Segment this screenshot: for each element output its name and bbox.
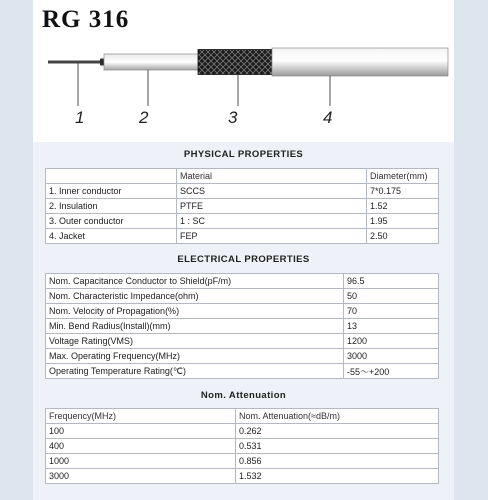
- property-cell: Min. Bend Radius(Install)(mm): [46, 319, 344, 334]
- table-row: [46, 184, 439, 199]
- property-cell: Nom. Characteristic Impedance(ohm): [46, 289, 344, 304]
- table-row: [46, 199, 439, 214]
- header-cell: Diameter(mm): [367, 169, 439, 184]
- value-cell: -55～+200: [344, 364, 439, 379]
- diameter-cell: 7*0.175: [367, 184, 439, 199]
- value-cell: 50: [344, 289, 439, 304]
- callout-3: 3: [228, 108, 238, 127]
- table-row: [46, 454, 439, 469]
- table-row: [46, 469, 439, 484]
- diameter-cell: 2.50: [367, 229, 439, 244]
- table-header-row: [46, 169, 439, 184]
- property-cell: Nom. Velocity of Propagation(%): [46, 304, 344, 319]
- callout-1: 1: [75, 108, 85, 127]
- table-row: [46, 304, 439, 319]
- frequency-cell: 1000: [46, 454, 236, 469]
- value-cell: 3000: [344, 349, 439, 364]
- physical-properties-title: PHYSICAL PROPERTIES: [183, 149, 304, 160]
- material-cell: 1 : SC: [177, 214, 367, 229]
- value-cell: 96.5: [344, 274, 439, 289]
- component-cell: 3. Outer conductor: [46, 214, 177, 229]
- table-row: [46, 214, 439, 229]
- frequency-cell: 400: [46, 439, 236, 454]
- value-cell: 70: [344, 304, 439, 319]
- table-row: [46, 424, 439, 439]
- material-cell: SCCS: [177, 184, 367, 199]
- table-row: [46, 319, 439, 334]
- insulation: [104, 54, 204, 70]
- product-title: RG 316: [42, 6, 130, 33]
- material-cell: FEP: [177, 229, 367, 244]
- diameter-cell: 1.95: [367, 214, 439, 229]
- header-cell: Nom. Attenuation(≈dB/m): [236, 409, 439, 424]
- jacket: [272, 48, 448, 76]
- attenuation-cell: 1.532: [236, 469, 439, 484]
- component-cell: 4. Jacket: [46, 229, 177, 244]
- frequency-cell: 3000: [46, 469, 236, 484]
- callout-2: 2: [139, 108, 149, 127]
- cable-cross-section-illustration: [40, 40, 450, 120]
- physical-properties-table: [45, 168, 439, 244]
- table-row: [46, 349, 439, 364]
- property-cell: Operating Temperature Rating(℃): [46, 364, 344, 379]
- attenuation-cell: 0.531: [236, 439, 439, 454]
- table-row: [46, 274, 439, 289]
- table-row: [46, 364, 439, 379]
- diameter-cell: 1.52: [367, 199, 439, 214]
- component-cell: 1. Inner conductor: [46, 184, 177, 199]
- table-row: [46, 229, 439, 244]
- property-cell: Nom. Capacitance Conductor to Shield(pF/m): [46, 274, 344, 289]
- header-cell: [46, 169, 177, 184]
- component-cell: 2. Insulation: [46, 199, 177, 214]
- attenuation-cell: 0.262: [236, 424, 439, 439]
- frequency-cell: 100: [46, 424, 236, 439]
- attenuation-title: Nom. Attenuation: [200, 390, 287, 401]
- value-cell: 1200: [344, 334, 439, 349]
- property-cell: Max. Operating Frequency(MHz): [46, 349, 344, 364]
- material-cell: PTFE: [177, 199, 367, 214]
- header-cell: Material: [177, 169, 367, 184]
- attenuation-table: [45, 408, 439, 484]
- callout-4: 4: [323, 108, 333, 127]
- table-row: [46, 439, 439, 454]
- outer-conductor-braid: [198, 50, 276, 75]
- table-row: [46, 289, 439, 304]
- property-cell: Voltage Rating(VMS): [46, 334, 344, 349]
- header-cell: Frequency(MHz): [46, 409, 236, 424]
- value-cell: 13: [344, 319, 439, 334]
- table-header-row: [46, 409, 439, 424]
- electrical-properties-table: [45, 273, 439, 379]
- attenuation-cell: 0.856: [236, 454, 439, 469]
- table-row: [46, 334, 439, 349]
- electrical-properties-title: ELECTRICAL PROPERTIES: [177, 254, 310, 265]
